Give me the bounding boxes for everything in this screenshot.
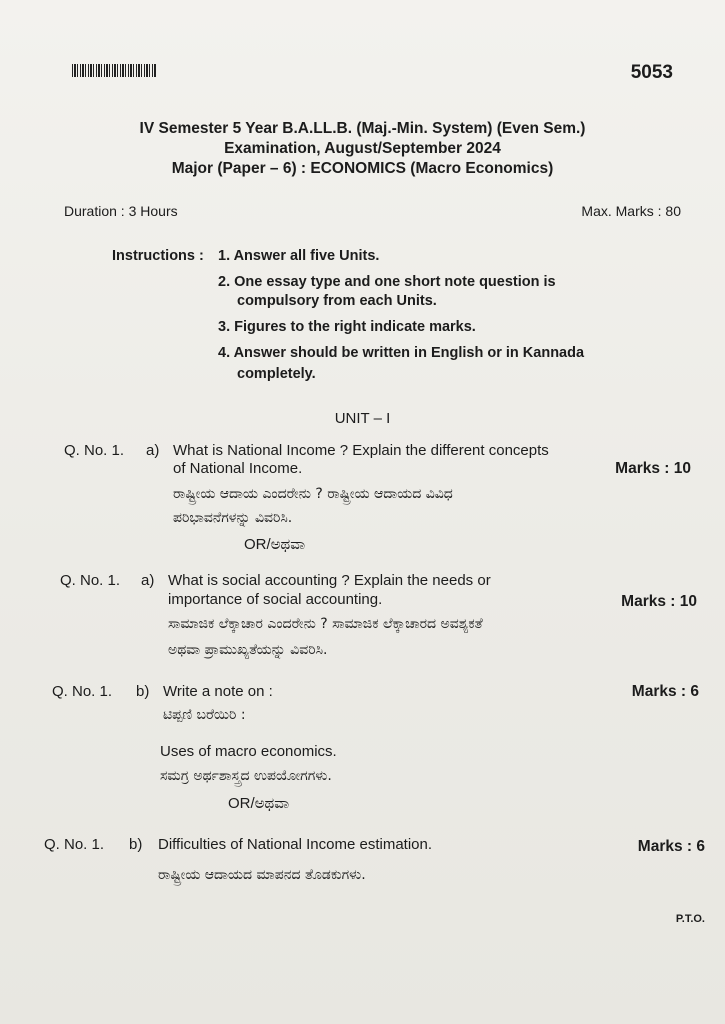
question-part: b) [136,683,150,700]
question-subtext: Uses of macro economics. [160,743,337,760]
max-marks: Max. Marks : 80 [581,203,681,219]
question-text-kannada: ರಾಷ್ಟ್ರೀಯ ಆದಾಯದ ಮಾಪನದ ತೊಡಕುಗಳು. [158,867,366,883]
question-text-kannada: ಟಿಪ್ಪಣಿ ಬರೆಯಿರಿ : [163,707,246,723]
question-part: b) [129,836,143,853]
or-label: OR/ಅಥವಾ [244,536,306,553]
question-text: Write a note on : [163,683,273,700]
page-turn-note: P.T.O. [675,913,705,925]
question-text-kannada: ರಾಷ್ಟ್ರೀಯ ಆದಾಯ ಎಂದರೇನು ? ರಾಷ್ಟ್ರೀಯ ಆದಾಯದ ವಿವಿಧ [173,486,453,502]
instruction-2: 2. One essay type and one short note question is [218,274,556,290]
question-text: of National Income. [173,460,303,477]
question-text: Difficulties of National Income estimation. [158,836,433,853]
question-marks: Marks : 6 [631,683,699,700]
title-line-2: Examination, August/September 2024 [224,140,501,157]
question-number: Q. No. 1. [44,836,105,853]
instruction-1: 1. Answer all five Units. [218,248,380,264]
question-number: Q. No. 1. [64,442,125,459]
instruction-3: 3. Figures to the right indicate marks. [218,319,476,335]
instruction-2-cont: compulsory from each Units. [237,293,437,309]
title-line-3: Major (Paper – 6) : ECONOMICS (Macro Economics) [171,160,554,177]
question-marks: Marks : 10 [615,460,691,477]
question-number: Q. No. 1. [60,572,121,589]
question-text-kannada: ಪರಿಭಾವನೆಗಳನ್ನು ವಿವರಿಸಿ. [173,510,293,526]
question-part: a) [141,572,155,589]
instruction-4: 4. Answer should be written in English or in Kannada [218,345,585,361]
instruction-4-cont: completely. [237,366,316,382]
barcode [72,64,156,77]
question-part: a) [146,442,160,459]
paper-code: 5053 [630,62,673,83]
question-subtext-kannada: ಸಮಗ್ರ ಅರ್ಥಶಾಸ್ತ್ರದ ಉಪಯೋಗಗಳು. [160,768,332,784]
or-label: OR/ಅಥವಾ [228,795,290,812]
title-line-1: IV Semester 5 Year B.A.LL.B. (Maj.-Min. System) (Even Sem.) [139,120,586,137]
duration: Duration : 3 Hours [64,203,178,219]
question-text: importance of social accounting. [168,591,383,608]
instructions-label: Instructions : [112,248,204,264]
question-text-kannada: ಅಥವಾ ಪ್ರಾಮುಖ್ಯತೆಯನ್ನು ವಿವರಿಸಿ. [168,642,328,658]
question-text: What is National Income ? Explain the different concepts [173,442,549,459]
question-text-kannada: ಸಾಮಾಜಿಕ ಲೆಕ್ಕಾಚಾರ ಎಂದರೇನು ? ಸಾಮಾಜಿಕ ಲೆಕ್ಕಾಚಾರದ ಅವಶ್ಯಕತೆ [168,616,483,632]
unit-title: UNIT – I [334,410,391,427]
question-marks: Marks : 6 [637,838,705,855]
question-marks: Marks : 10 [621,593,697,610]
question-number: Q. No. 1. [52,683,113,700]
question-text: What is social accounting ? Explain the needs or [168,572,491,589]
